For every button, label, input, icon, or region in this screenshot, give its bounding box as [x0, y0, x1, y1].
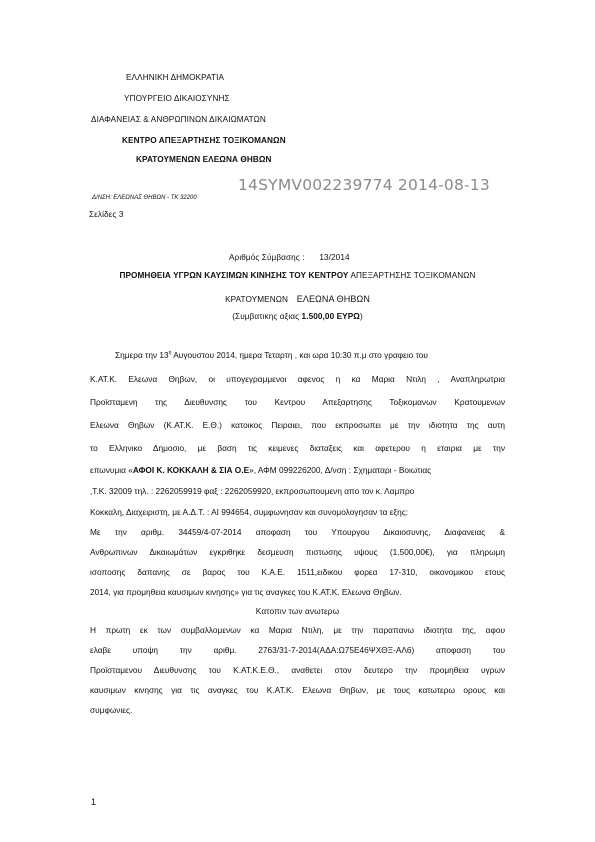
body-line: Ελεωνα Θηβων (Κ.ΑΤ.Κ. Ε.Θ.) κατοικος Πειραιει, που εκπροσωπει με την ιδιοτητα της αυτη [90, 420, 505, 430]
body-line: Κ.ΑΤ.Κ. Ελεωνα Θηβων, οι υπογεγραμμενοι αφενος η κα Μαρια Ντιλη , Αναπληρωτρια [90, 374, 505, 384]
body-line: 2014, για προμηθεια καυσιμων κινησης» για τις αναγκες του Κ.ΑΤ.Κ. Ελεωνα Θηβων. [90, 587, 402, 597]
body-text: επωνυμια « [90, 465, 133, 475]
header-line-ministry: ΥΠΟΥΡΓΕΙΟ ΔΙΚΑΙΟΣΥΝΗΣ [124, 94, 230, 103]
body-line: Κοκκαλη, Διαχειριστη, με Α.Δ.Τ. : ΑΙ 994654, συμφωνησαν και συνομολογησαν τα εξης: [90, 507, 409, 517]
body-line [115, 350, 505, 360]
address-line: Δ/ΝΣΗ: ΕΛΕΩΝΑΣ ΘΗΒΩΝ - ΤΚ 32200 [92, 195, 197, 201]
body-line: καυσιμων κινησης για τις αναγκες του Κ.ΑΤ.Κ. Ελεωνα Θηβων, με τους κατωτερω ορους και [90, 685, 505, 695]
body-line: συμφωνιες. [90, 705, 133, 715]
body-line [90, 465, 505, 475]
subject-line-2 [0, 294, 595, 304]
subject-line-1 [0, 271, 595, 280]
header-line-prisoners: ΚΡΑΤΟΥΜΕΝΩΝ ΕΛΕΩΝΑ ΘΗΒΩΝ [136, 155, 272, 164]
subject-prisoners: ΚΡΑΤΟΥΜΕΝΩΝ [225, 295, 288, 304]
subject-place: ΕΛΕΩΝΑ ΘΗΒΩΝ [296, 294, 370, 304]
body-line: Προϊσταμενου Διευθυνσης του Κ.ΑΤ.Κ.Ε.Θ., αναθετει στον δευτερο την προμηθεια υγρων [90, 665, 505, 675]
company-name: ΑΦΟΙ Κ. ΚΟΚΚΑΛΗ & ΣΙΑ Ο.Ε [132, 465, 250, 475]
contract-label: Αριθμός Σύμβασης : [229, 253, 305, 262]
body-text: Αυγουστου 2014, ημερα Τεταρτη , και ωρα 10:30 π.μ στο γραφειο του [171, 350, 428, 360]
superscript: η [168, 350, 172, 357]
contract-value-suffix: ) [359, 312, 363, 321]
body-line: ,Τ.Κ. 32009 τηλ. : 2262059919 φαξ : 2262059920, εκπροσωπουμενη απο τον κ. Λαμπρο [90, 486, 415, 496]
header-line-department: ΔΙΑΦΑΝΕΙΑΣ & ΑΝΘΡΩΠΙΝΩΝ ΔΙΚΑΙΩΜΑΤΩΝ [91, 115, 266, 124]
contract-value [0, 312, 595, 321]
section-heading: Κατοπιν των ανωτερω [255, 606, 340, 616]
body-text: », ΑΦΜ 099226200, Δ/νση : Σχηματαρι - Βοιωτιας [249, 465, 432, 475]
contract-number: 13/2014 [319, 253, 350, 262]
body-line: Ανθρωπινων Δικαιωμάτων εγκριθηκε δεσμευση πιστωσης υψους (1.500,00€), για πληρωμη [90, 547, 505, 557]
page-number: 1 [91, 797, 97, 807]
header-line-center: ΚΕΝΤΡΟ ΑΠΕΞΑΡΤΗΣΗΣ ΤΟΞΙΚΟΜΑΝΩΝ [122, 136, 286, 145]
body-line: ισοποσης δαπανης σε βαρος του Κ.Α.Ε. 1511,ειδικου φορεα 17-310, οικονομικου ετους [90, 567, 505, 577]
subject-rest: ΑΠΕΞΑΡΤΗΣΗΣ ΤΟΞΙΚΟΜΑΝΩΝ [350, 271, 476, 280]
body-line: ελαβε υποψη την αριθμ. 2763/31-7-2014(ΑΔΑ:Ω75Ε46ΨΧΘΞ-ΑΛ6) αποφαση του [90, 645, 505, 655]
subject-bold: ΠΡΟΜΗΘΕΙΑ ΥΓΡΩΝ ΚΑΥΣΙΜΩΝ ΚΙΝΗΣΗΣ ΤΟΥ ΚΕΝΤΡΟΥ [119, 271, 349, 280]
document-stamp: 14SYMV002239774 2014-08-13 [238, 176, 490, 194]
body-line: το Ελληνικο Δημοσιο, με βαση τις κειμενες διαταξεις και αφετερου η εταιρια με την [90, 443, 505, 453]
body-line: Με την αριθμ. 34459/4-07-2014 αποφαση του Υπουργου Δικαιοσυνης, Διαφανειας & [90, 527, 505, 537]
header-line-republic: ΕΛΛΗΝΙΚΗ ΔΗΜΟΚΡΑΤΙΑ [126, 73, 225, 82]
contract-value-amount: 1.500,00 ΕΥΡΩ [301, 312, 360, 321]
page-count: Σελίδες 3 [89, 210, 124, 219]
body-line: Προϊσταμενη της Διευθυνσης του Κεντρου Απεξαρτησης Τοξικομανων Κρατουμενων [90, 397, 505, 407]
body-line: Η πρωτη εκ των συμβαλλομενων κα Μαρια Ντιλη, με την παραπανω ιδιοτητα της, αφου [90, 625, 505, 635]
body-text: Σημερα την 13 [115, 350, 169, 360]
contract-value-prefix: (Συμβατικης αξιας [232, 312, 302, 321]
contract-number-row [229, 253, 350, 262]
